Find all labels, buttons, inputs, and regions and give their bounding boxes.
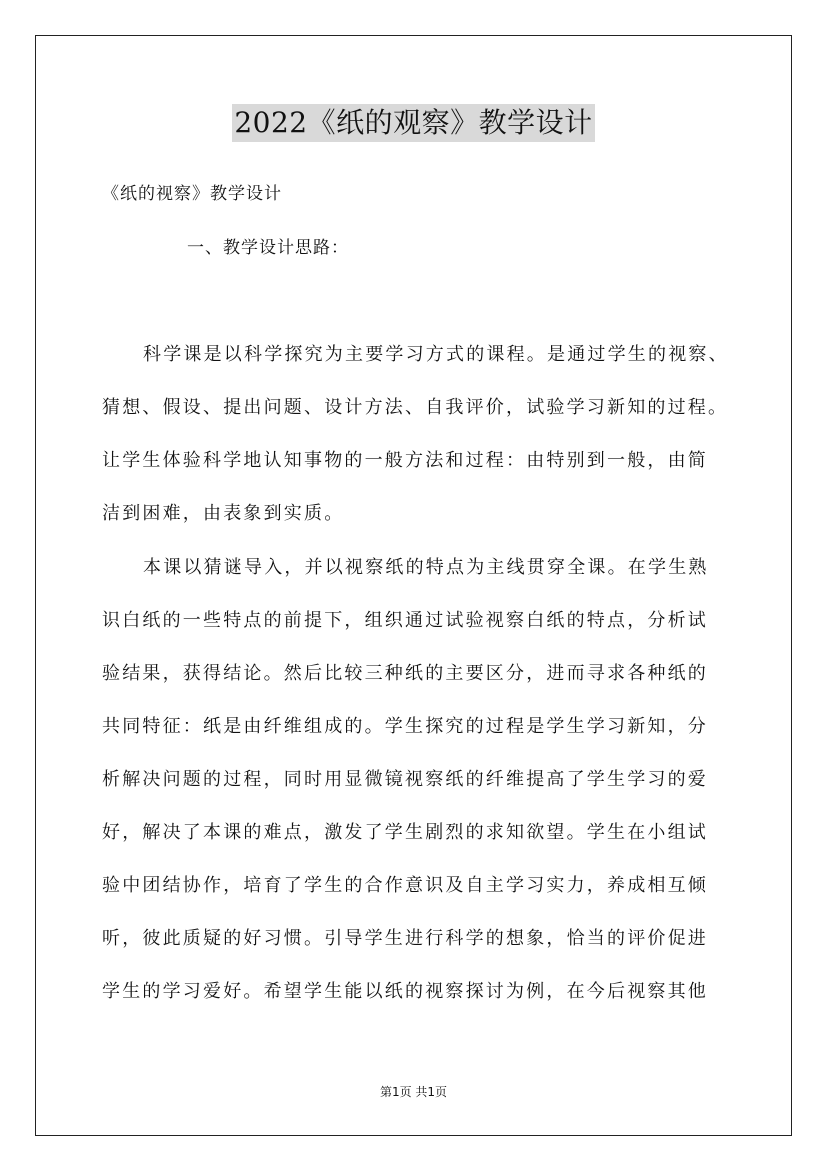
document-title-container — [0, 104, 827, 142]
paragraph-2-line-6: 好，解决了本课的难点，激发了学生剧烈的求知欲望。学生在小组试 — [102, 822, 708, 843]
document-title: 2022《纸的观察》教学设计 — [232, 104, 594, 142]
paragraph-1-line-3: 让学生体验科学地认知事物的一般方法和过程：由特别到一般，由简 — [102, 450, 708, 471]
section-heading: 一、教学设计思路： — [187, 238, 349, 258]
paragraph-1-line-2: 猜想、假设、提出问题、设计方法、自我评价，试验学习新知的过程。 — [102, 397, 729, 418]
paragraph-2-line-8: 听，彼此质疑的好习惯。引导学生进行科学的想象，恰当的评价促进 — [102, 928, 708, 949]
paragraph-1-line-1: 科学课是以科学探究为主要学习方式的课程。是通过学生的视察、 — [143, 344, 729, 365]
paragraph-2-line-4: 共同特征：纸是由纤维组成的。学生探究的过程是学生学习新知，分 — [102, 716, 708, 737]
paragraph-1-line-4: 洁到困难，由表象到实质。 — [102, 503, 345, 524]
paragraph-2-line-1: 本课以猜谜导入，并以视察纸的特点为主线贯穿全课。在学生熟 — [143, 557, 709, 578]
paragraph-2-line-3: 验结果，获得结论。然后比较三种纸的主要区分，进而寻求各种纸的 — [102, 663, 708, 684]
paragraph-2-line-9: 学生的学习爱好。希望学生能以纸的视察探讨为例，在今后视察其他 — [102, 981, 708, 1002]
document-subtitle: 《纸的视察》教学设计 — [102, 184, 282, 204]
paragraph-2-line-5: 析解决问题的过程，同时用显微镜视察纸的纤维提高了学生学习的爱 — [102, 769, 708, 790]
page-footer: 第1页 共1页 — [379, 1085, 448, 1099]
paragraph-2-line-7: 验中团结协作，培育了学生的合作意识及自主学习实力，养成相互倾 — [102, 875, 708, 896]
paragraph-2-line-2: 识白纸的一些特点的前提下，组织通过试验视察白纸的特点，分析试 — [102, 610, 708, 631]
